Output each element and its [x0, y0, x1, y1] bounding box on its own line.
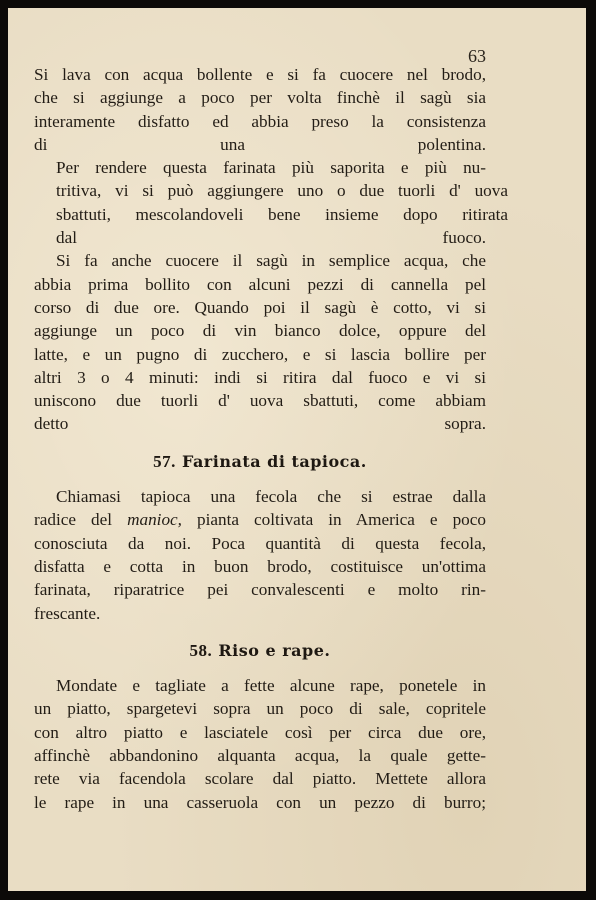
paragraph-tapioca: [34, 485, 486, 625]
text-line: Si lava con acqua bollente e si fa cuocere nel brodo,: [34, 65, 486, 84]
section-heading-58: [34, 639, 486, 662]
page-body: [34, 63, 508, 814]
text-line: frescante.: [34, 603, 101, 623]
text-line: che si aggiunge a poco per volta finchè il sagù sia: [34, 88, 486, 108]
text-line: Si fa anche cuocere il sagù in semplice acqua, che: [56, 251, 486, 271]
text-line: abbia prima bollito con alcuni pezzi di cannella pel: [34, 274, 486, 294]
text-line: uniscono due tuorli d' uova sbattuti, come abbiam: [34, 391, 486, 411]
text-line: Per rendere questa farinata più saporita e più nu-: [56, 158, 486, 178]
text-fragment: pianta coltivata in America e poco: [181, 510, 486, 530]
text-line: latte, e un pugno di zucchero, e si lascia bollire per: [34, 344, 486, 364]
text-line: Chiamasi tapioca una fecola che si estrae dalla: [56, 487, 486, 507]
text-line: aggiunge un poco di vin bianco dolce, oppure del: [34, 321, 486, 341]
text-line: un piatto, spargetevi sopra un poco di sale, copritele: [34, 699, 486, 719]
section-title: Riso e rape.: [218, 640, 331, 660]
book-page: [8, 8, 586, 891]
text-line: Mondate e tagliate a fette alcune rape, ponetele in: [56, 676, 486, 696]
text-line: le rape in una casseruola con un pezzo di burro;: [34, 792, 486, 812]
text-line: sbattuti, mescolandoveli bene insieme dopo ritirata: [56, 204, 508, 224]
text-line: detto sopra.: [34, 414, 486, 434]
text-line: interamente disfatto ed abbia preso la consistenza: [34, 111, 486, 131]
text-line: farinata, riparatrice pei convalescenti e molto rin-: [34, 580, 486, 600]
text-line: [34, 508, 486, 531]
paragraph-sago-cooking: [34, 63, 486, 156]
page-number: 63: [468, 46, 486, 66]
text-line: altri 3 o 4 minuti: indi si ritira dal fuoco e vi si: [34, 367, 486, 387]
text-line: rete via facendola scolare dal piatto. Mettete allora: [34, 769, 486, 789]
text-fragment: radice del: [34, 510, 128, 530]
text-line: dal fuoco.: [56, 228, 486, 248]
text-line: conosciuta da noi. Poca quantità di questa fecola,: [34, 533, 486, 553]
paragraph-sago-enrich: [34, 156, 508, 249]
text-line: disfatta e cotta in buon brodo, costituisce un'ottima: [34, 556, 486, 576]
paragraph-sago-water: [34, 249, 486, 435]
text-line: affinchè abbandonino alquanta acqua, la quale gette-: [34, 746, 486, 766]
text-line: tritiva, vi si può aggiungere uno o due tuorli d' uova: [56, 181, 508, 201]
text-line: di una polentina.: [34, 134, 486, 154]
section-number: 58.: [189, 640, 213, 660]
section-number: 57.: [153, 451, 176, 471]
section-heading-57: [34, 450, 486, 473]
text-line: corso di due ore. Quando poi il sagù è cotto, vi si: [34, 297, 486, 317]
section-title: Farinata di tapioca.: [181, 451, 367, 471]
text-line: con altro piatto e lasciatele così per circa due ore,: [34, 722, 486, 742]
paragraph-riso-rape: [34, 674, 486, 814]
italic-term: manioc,: [127, 510, 182, 530]
